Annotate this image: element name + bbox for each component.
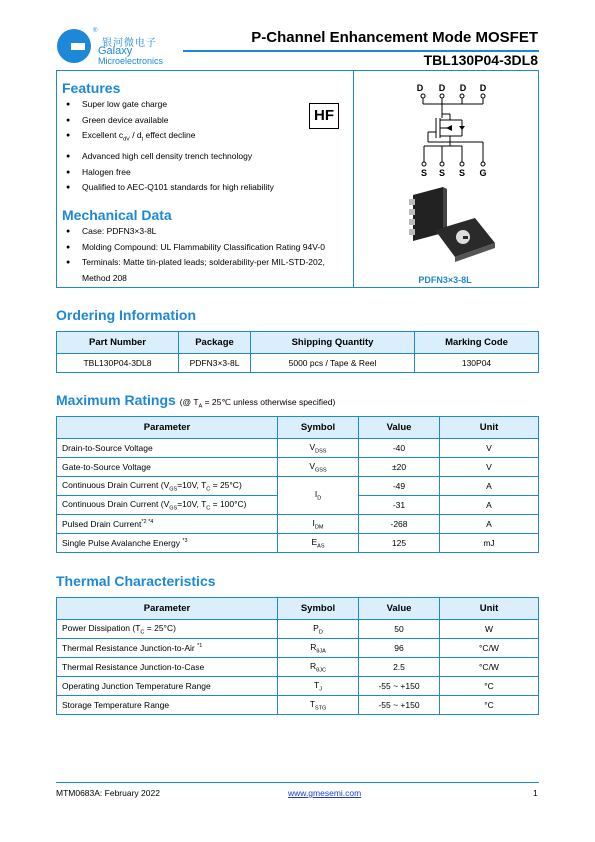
- table-cell: °C: [440, 696, 539, 715]
- features-box-divider: [353, 70, 354, 288]
- column-header: Unit: [440, 598, 539, 620]
- table-cell: $R_{\theta JA}$: [278, 639, 359, 658]
- pin-label: D: [416, 83, 424, 93]
- max-ratings-note: (@ $T_A$ = 25℃ unless otherwise specified): [179, 397, 336, 410]
- feature-item: ● Green device available: [62, 113, 352, 129]
- table-cell: A: [440, 477, 539, 496]
- document-title: P-Channel Enhancement Mode MOSFET: [251, 29, 538, 46]
- column-header: Package: [179, 332, 251, 354]
- table-cell: 125: [359, 534, 440, 553]
- table-cell: Thermal Resistance Junction-to-Air $^{*1}$: [57, 639, 278, 658]
- table-row: [57, 458, 539, 477]
- column-header: Parameter: [57, 417, 278, 439]
- column-header: Part Number: [57, 332, 179, 354]
- logo-chinese-name: 银河微电子: [102, 38, 157, 49]
- table-row: [57, 620, 539, 639]
- document-code: MTM0683A: February 2022: [56, 788, 160, 798]
- max-ratings-table: [56, 416, 539, 553]
- column-header: Marking Code: [415, 332, 539, 354]
- ordering-table: [56, 331, 539, 373]
- table-cell: °C/W: [440, 639, 539, 658]
- table-cell: Drain-to-Source Voltage: [57, 439, 278, 458]
- table-cell: V: [440, 458, 539, 477]
- table-cell: TBL130P04-3DL8: [57, 354, 179, 373]
- table-cell: Continuous Drain Current ($V_{GS}=10V$, $T_C = 25^\circ C$): [57, 477, 278, 496]
- table-cell: $R_{\theta JC}$: [278, 658, 359, 677]
- table-row: [57, 354, 539, 373]
- logo-english-subtitle: Microelectronics: [98, 56, 164, 66]
- mosfet-schematic: [410, 80, 500, 180]
- table-cell: $E_{AS}$: [278, 534, 359, 553]
- table-row: [57, 515, 539, 534]
- table-cell: °C: [440, 677, 539, 696]
- table-cell: $I_D$: [278, 477, 359, 515]
- mechanical-item: ● Case: PDFN3×3-8L: [62, 224, 352, 240]
- pin-label: D: [438, 83, 446, 93]
- table-cell: °C/W: [440, 658, 539, 677]
- page-number: 1: [533, 788, 538, 798]
- table-cell: 50: [359, 620, 440, 639]
- logo-english-name: Galaxy: [98, 45, 133, 57]
- table-cell: -40: [359, 439, 440, 458]
- column-header: Symbol: [278, 598, 359, 620]
- table-cell: Single Pulse Avalanche Energy $^{*3}$: [57, 534, 278, 553]
- pin-label: S: [420, 168, 428, 178]
- table-cell: $T_{STG}$: [278, 696, 359, 715]
- table-cell: $P_D$: [278, 620, 359, 639]
- column-header: Value: [359, 598, 440, 620]
- package-image: [405, 185, 500, 270]
- pin-label: S: [458, 168, 466, 178]
- table-row: [57, 477, 539, 496]
- table-cell: Power Dissipation $(T_C = 25^\circ C)$: [57, 620, 278, 639]
- table-cell: -55 ~ +150: [359, 677, 440, 696]
- thermal-table: [56, 597, 539, 715]
- feature-item: ● Halogen free: [62, 165, 352, 181]
- table-cell: 96: [359, 639, 440, 658]
- table-cell: 5000 pcs / Tape & Reel: [251, 354, 415, 373]
- table-cell: V: [440, 439, 539, 458]
- feature-item: ● Excellent $c_{dV} / d_t$ effect decline: [62, 128, 352, 148]
- max-ratings-title: [56, 392, 335, 410]
- table-cell: -49: [359, 477, 440, 496]
- mechanical-list: [62, 224, 352, 287]
- column-header: Parameter: [57, 598, 278, 620]
- table-row: [57, 696, 539, 715]
- ordering-info-title: Ordering Information: [56, 307, 196, 323]
- logo-registered-mark: ®: [93, 28, 98, 34]
- table-cell: 2.5: [359, 658, 440, 677]
- table-row: [57, 439, 539, 458]
- table-cell: 130P04: [415, 354, 539, 373]
- table-cell: $V_{DSS}$: [278, 439, 359, 458]
- table-cell: $V_{GSS}$: [278, 458, 359, 477]
- table-cell: $T_J$: [278, 677, 359, 696]
- column-header: Value: [359, 417, 440, 439]
- feature-item: ● Qualified to AEC-Q101 standards for high reliability: [62, 180, 352, 196]
- table-cell: mJ: [440, 534, 539, 553]
- mechanical-item: ● Molding Compound: UL Flammability Classification Rating 94V-0: [62, 240, 352, 256]
- table-row: [57, 639, 539, 658]
- thermal-title: Thermal Characteristics: [56, 573, 216, 589]
- table-cell: Pulsed Drain Current$^{*2 *4}$: [57, 515, 278, 534]
- table-cell: A: [440, 496, 539, 515]
- table-cell: A: [440, 515, 539, 534]
- table-cell: W: [440, 620, 539, 639]
- table-row: [57, 658, 539, 677]
- mechanical-item: ● Terminals: Matte tin-plated leads; solderability-per MIL-STD-202, Method 208: [62, 255, 352, 286]
- table-cell: Thermal Resistance Junction-to-Case: [57, 658, 278, 677]
- table-cell: Gate-to-Source Voltage: [57, 458, 278, 477]
- pin-label: D: [459, 83, 467, 93]
- package-label: PDFN3×3-8L: [418, 275, 472, 285]
- part-number-title: TBL130P04-3DL8: [423, 52, 538, 68]
- feature-item: ● Super low gate charge: [62, 97, 352, 113]
- column-header: Shipping Quantity: [251, 332, 415, 354]
- feature-item: ● Advanced high cell density trench technology: [62, 149, 352, 165]
- column-header: Unit: [440, 417, 539, 439]
- table-cell: Continuous Drain Current ($V_{GS}=10V$, $T_C = 100^\circ C$): [57, 496, 278, 515]
- pin-label: G: [479, 168, 487, 178]
- table-cell: $I_{DM}$: [278, 515, 359, 534]
- table-cell: PDFN3×3-8L: [179, 354, 251, 373]
- table-cell: -55 ~ +150: [359, 696, 440, 715]
- column-header: Symbol: [278, 417, 359, 439]
- pin-label: S: [438, 168, 446, 178]
- company-logo: [57, 29, 91, 63]
- halogen-free-badge: HF: [309, 103, 339, 129]
- website-link[interactable]: www.gmesemi.com: [288, 788, 362, 798]
- features-title: Features: [62, 80, 121, 96]
- max-ratings-title-text: Maximum Ratings: [56, 392, 176, 408]
- table-cell: -268: [359, 515, 440, 534]
- table-cell: ±20: [359, 458, 440, 477]
- mechanical-data-title: Mechanical Data: [62, 207, 172, 223]
- table-cell: -31: [359, 496, 440, 515]
- table-row: [57, 534, 539, 553]
- pin-label: D: [479, 83, 487, 93]
- table-cell: Storage Temperature Range: [57, 696, 278, 715]
- table-row: [57, 677, 539, 696]
- footer-divider: [56, 782, 539, 783]
- table-cell: Operating Junction Temperature Range: [57, 677, 278, 696]
